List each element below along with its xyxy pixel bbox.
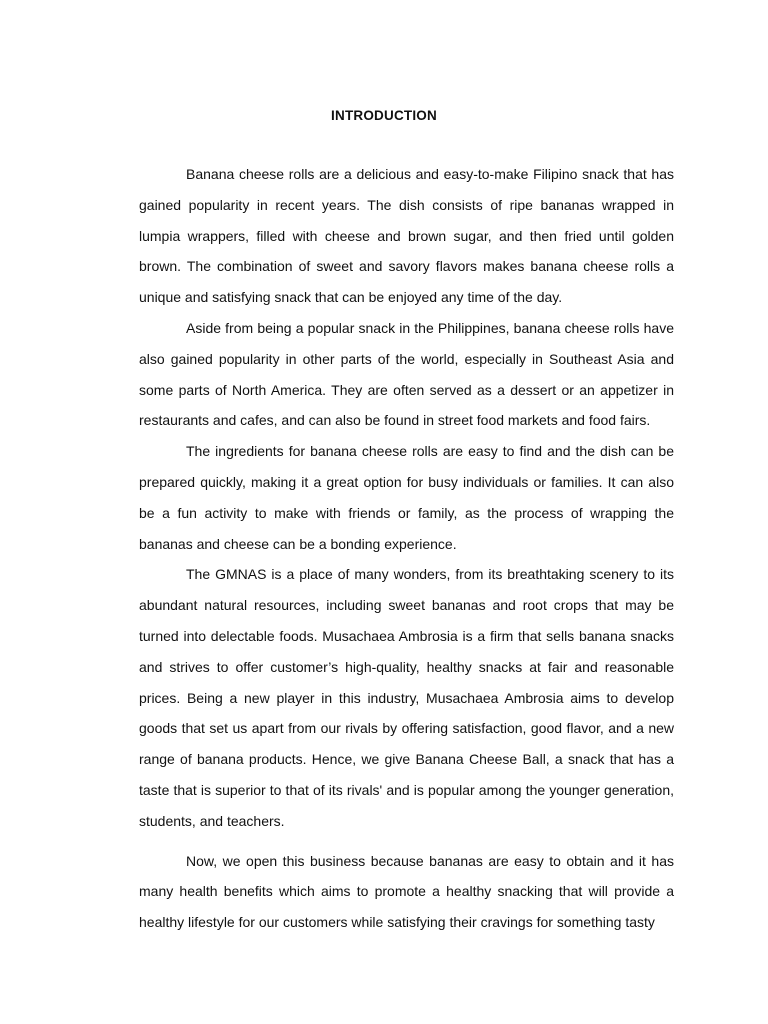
paragraph-3: The ingredients for banana cheese rolls are easy to find and the dish can be prepared quickly, making it a great option for busy individuals or families. It can also be a fun activity to make with friends or family, as the process of wrapping the bananas and cheese can be a bonding experience. [139, 443, 674, 552]
paragraph-2: Aside from being a popular snack in the Philippines, banana cheese rolls have also gained popularity in other parts of the world, especially in Southeast Asia and some parts of North America. They are often served as a dessert or an appetizer in restaurants and cafes, and can also be found in street food markets and food fairs. [139, 319, 674, 429]
paragraph-5: Now, we open this business because bananas are easy to obtain and it has many health benefits which aims to promote a healthy snacking that will provide a healthy lifestyle for our customers while satisfying their cravings for something tasty [139, 852, 674, 931]
paragraph-1: Banana cheese rolls are a delicious and easy-to-make Filipino snack that has gained popularity in recent years. The dish consists of ripe bananas wrapped in lumpia wrappers, filled with cheese and brown sugar, and then fried until golden brown. The combination of sweet and savory flavors makes banana cheese rolls a unique and satisfying snack that can be enjoyed any time of the day. [139, 166, 674, 306]
document-title: INTRODUCTION [331, 108, 437, 123]
paragraph-4: The GMNAS is a place of many wonders, from its breathtaking scenery to its abundant natural resources, including sweet bananas and root crops that may be turned into delectable foods. Musachaea Ambrosia is a firm that sells banana snacks and strives to offer customer’s high-quality, healthy snacks at fair and reasonable prices. Being a new player in this industry, Musachaea Ambrosia aims to develop goods that set us apart from our rivals by offering satisfaction, good flavor, and a new range of banana products. Hence, we give Banana Cheese Ball, a snack that has a taste that is superior to that of its rivals' and is popular among the younger generation, students, and teachers. [139, 566, 674, 829]
document-body [139, 159, 674, 938]
